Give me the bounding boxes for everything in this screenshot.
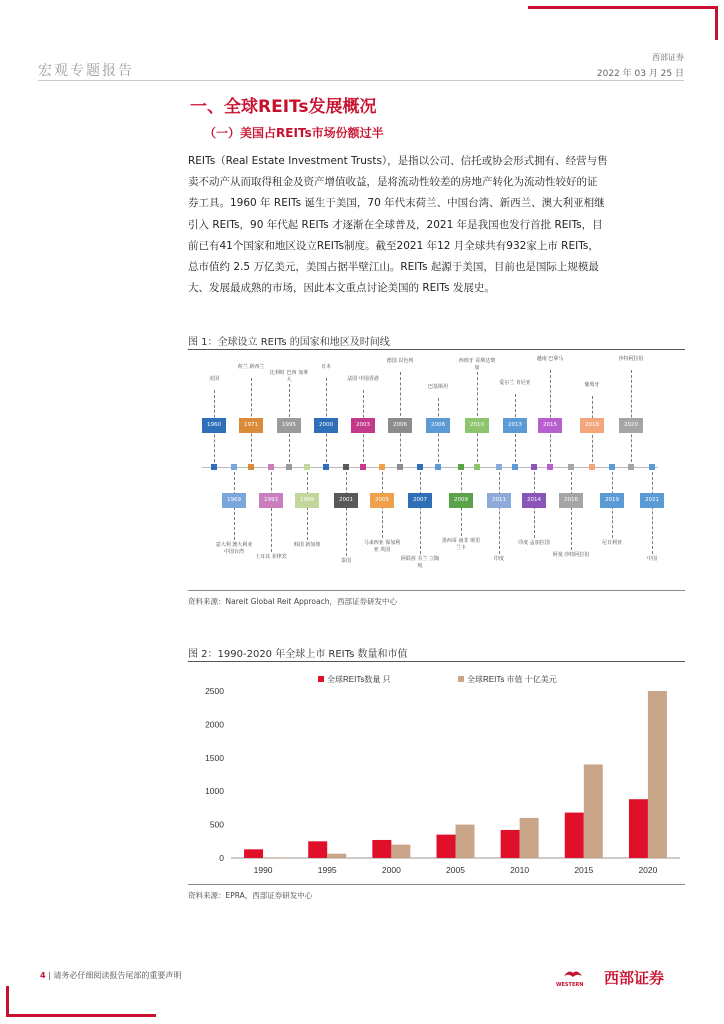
company-logo-chinese: 西部证券 — [604, 969, 665, 987]
timeline-country-label: 尼日利亚 — [601, 540, 622, 546]
timeline-country-label: 法国 中国香港 — [347, 376, 379, 382]
timeline-country-label: 西班牙 哥斯达黎加 — [458, 358, 496, 371]
timeline-year-box: 2000 — [314, 418, 338, 433]
timeline-year-box: 2006 — [388, 418, 412, 433]
figure2-title: 图 2：1990-2020 年全球上市 REITs 数量和市值 — [188, 649, 408, 660]
header-divider — [38, 80, 684, 81]
y-tick-label: 1500 — [205, 752, 224, 763]
timeline-connector — [652, 467, 653, 554]
header-company: 西部证券 — [652, 53, 684, 62]
figure2-bottom-rule — [188, 884, 685, 885]
timeline-country-label: 意大利 澳大利亚 中国台湾 — [215, 542, 253, 555]
corner-decoration-bottom — [6, 1014, 156, 1017]
body-line: 前已有41个国家和地区设立REITs制度。截至2021 年12 月全球共有932家上市 REITs， — [188, 239, 599, 252]
figure1-bottom-rule — [188, 590, 685, 591]
y-tick-label: 2000 — [205, 719, 224, 730]
timeline-country-label: 中国 — [646, 556, 657, 562]
timeline-connector — [499, 467, 500, 554]
corner-decoration-top-vertical — [715, 6, 718, 40]
bar-reits-market-cap — [648, 691, 667, 858]
timeline-marker — [531, 464, 537, 470]
y-tick-label: 2500 — [205, 686, 224, 696]
timeline-year-box: 2019 — [600, 493, 624, 508]
timeline-marker — [547, 464, 553, 470]
x-tick-label: 2000 — [381, 865, 401, 875]
body-paragraph — [188, 151, 686, 299]
timeline-country-label: 土耳其 菲律宾 — [255, 554, 287, 560]
company-logo-icon — [563, 967, 583, 981]
timeline-country-label: 越南 巴拿马 — [536, 356, 564, 362]
timeline-marker — [323, 464, 329, 470]
legend-swatch — [318, 676, 324, 682]
timeline-marker — [435, 464, 441, 470]
timeline-year-box: 2009 — [449, 493, 473, 508]
timeline-year-box: 2010 — [465, 418, 489, 433]
figure1-source: 资料来源：Nareit Global Reit Approach，西部证券研发中心 — [188, 597, 397, 606]
footer-note: 请务必仔细阅读报告尾部的重要声明 — [53, 971, 182, 980]
bar-reits-count — [437, 835, 456, 858]
timeline-year-box: 2020 — [619, 418, 643, 433]
timeline-marker — [496, 464, 502, 470]
bar-reits-count — [629, 799, 648, 858]
timeline-year-box: 2007 — [408, 493, 432, 508]
footer-disclaimer — [40, 970, 181, 981]
reits-bar-chart — [188, 662, 685, 882]
timeline-year-box: 1993 — [259, 493, 283, 508]
bar-reits-count — [372, 840, 391, 858]
legend-label: 全球REITs 市值 十亿美元 — [467, 675, 557, 684]
footer-separator: | — [48, 971, 54, 980]
x-tick-label: 2020 — [638, 865, 658, 875]
section-subtitle: （一）美国占REITs市场份额过半 — [204, 126, 384, 140]
timeline-connector — [271, 467, 272, 552]
timeline-country-label: 日本 — [320, 364, 331, 370]
timeline-country-label: 阿联酋 芬兰 立陶宛 — [400, 556, 440, 569]
reits-timeline — [188, 348, 685, 588]
timeline-marker — [417, 464, 423, 470]
y-tick-label: 500 — [209, 819, 224, 830]
timeline-country-label: 比利时 巴西 加拿大 — [269, 370, 309, 383]
x-tick-label: 1990 — [253, 865, 273, 875]
timeline-year-box: 1999 — [295, 493, 319, 508]
bar-reits-market-cap — [391, 845, 410, 858]
bar-reits-market-cap — [584, 764, 603, 858]
timeline-marker — [360, 464, 366, 470]
timeline-marker — [343, 464, 349, 470]
timeline-year-box: 1971 — [239, 418, 263, 433]
timeline-year-box: 2016 — [559, 493, 583, 508]
timeline-connector — [420, 467, 421, 554]
timeline-marker — [268, 464, 274, 470]
body-line: 券工具。1960 年 REITs 诞生于美国，70 年代末荷兰、中国台湾、新西兰、澳大利亚相继 — [188, 197, 605, 210]
y-tick-label: 1000 — [205, 786, 224, 797]
figure2-source: 资料来源：EPRA，西部证券研发中心 — [188, 891, 313, 900]
timeline-country-label: 印度 — [493, 556, 504, 562]
timeline-marker — [379, 464, 385, 470]
timeline-year-box: 2011 — [487, 493, 511, 508]
timeline-marker — [512, 464, 518, 470]
timeline-year-box: 2018 — [580, 418, 604, 433]
timeline-year-box: 2001 — [334, 493, 358, 508]
timeline-year-box: 2021 — [640, 493, 664, 508]
timeline-country-label: 德国 以色列 — [386, 358, 414, 364]
timeline-country-label: 葡萄牙 — [584, 382, 600, 388]
bar-reits-count — [308, 841, 327, 858]
x-tick-label: 2015 — [574, 865, 594, 875]
body-line: REITs（Real Estate Investment Trusts），是指以公司、信托或协会形式拥有、经营与售 — [188, 155, 608, 167]
timeline-marker — [568, 464, 574, 470]
timeline-country-label: 巴基斯坦 — [427, 384, 448, 390]
company-logo-english: WESTERN — [556, 982, 584, 988]
bar-reits-market-cap — [263, 857, 282, 858]
body-line: 卖不动产从而取得租金及资产增值收益，是将流动性较差的房地产转化为流动性较好的证 — [188, 176, 598, 189]
timeline-marker — [397, 464, 403, 470]
timeline-country-label: 墨西哥 南非 斯里兰卡 — [441, 538, 481, 551]
timeline-marker — [649, 464, 655, 470]
timeline-country-label: 爱尔兰 肯尼亚 — [499, 380, 531, 386]
section-title: 一、全球REITs发展概况 — [190, 97, 377, 117]
timeline-year-box: 1960 — [202, 418, 226, 433]
page-number: 4 — [40, 971, 46, 980]
timeline-country-label: 马来西亚 保加利亚 英国 — [363, 540, 401, 553]
x-tick-label: 2010 — [510, 865, 530, 875]
bar-reits-market-cap — [520, 818, 539, 858]
corner-decoration-top — [528, 6, 718, 9]
timeline-year-box: 1995 — [277, 418, 301, 433]
report-date: 2022 年 03 月 25 日 — [596, 69, 684, 79]
timeline-country-label: 泰国 — [340, 558, 351, 564]
timeline-connector — [346, 467, 347, 556]
timeline-country-label: 荷兰 新西兰 — [237, 364, 265, 370]
timeline-year-box: 1969 — [222, 493, 246, 508]
body-line: 大、发展最成熟的市场，因此本文重点讨论美国的 REITs 发展史。 — [188, 282, 495, 295]
bar-reits-count — [244, 849, 263, 858]
body-line: 引入 REITs，90 年代起 REITs 才逐渐在全球普及，2021 年是我国也发行首批 REITs，目 — [188, 218, 603, 231]
figure1-title: 图 1：全球设立 REITs 的国家和地区及时间线 — [188, 337, 390, 348]
legend-swatch — [458, 676, 464, 682]
timeline-marker — [286, 464, 292, 470]
timeline-year-box: 2014 — [522, 493, 546, 508]
body-line: 总市值约 2.5 万亿美元，美国占据半壁江山。REITs 起源于美国，目前也是国际上规模最 — [188, 261, 599, 274]
bar-reits-market-cap — [456, 825, 475, 858]
timeline-marker — [304, 464, 310, 470]
timeline-marker — [474, 464, 480, 470]
timeline-marker — [231, 464, 237, 470]
timeline-year-box: 2013 — [503, 418, 527, 433]
bar-reits-market-cap — [327, 854, 346, 858]
timeline-year-box: 2015 — [538, 418, 562, 433]
timeline-marker — [628, 464, 634, 470]
timeline-country-label: 阿曼 沙特阿拉伯 — [552, 552, 590, 558]
x-tick-label: 1995 — [317, 865, 337, 875]
bar-reits-count — [501, 830, 520, 858]
bar-reits-count — [565, 813, 584, 858]
timeline-country-label: 韩国 新加坡 — [293, 542, 321, 548]
corner-decoration-bottom-vertical — [6, 986, 9, 1017]
timeline-country-label: 印度 孟加拉国 — [518, 540, 550, 546]
timeline-marker — [248, 464, 254, 470]
x-tick-label: 2005 — [446, 865, 465, 875]
timeline-year-box: 2008 — [426, 418, 450, 433]
timeline-marker — [458, 464, 464, 470]
timeline-marker — [589, 464, 595, 470]
y-tick-label: 0 — [219, 853, 224, 863]
legend-label: 全球REITs数量 只 — [327, 675, 391, 684]
timeline-marker — [609, 464, 615, 470]
timeline-year-box: 2003 — [351, 418, 375, 433]
timeline-marker — [211, 464, 217, 470]
timeline-year-box: 2005 — [370, 493, 394, 508]
timeline-country-label: 美国 — [208, 376, 219, 382]
timeline-connector — [571, 467, 572, 550]
report-type: 宏观专题报告 — [38, 63, 134, 79]
timeline-country-label: 沙特阿拉伯 — [618, 356, 644, 362]
